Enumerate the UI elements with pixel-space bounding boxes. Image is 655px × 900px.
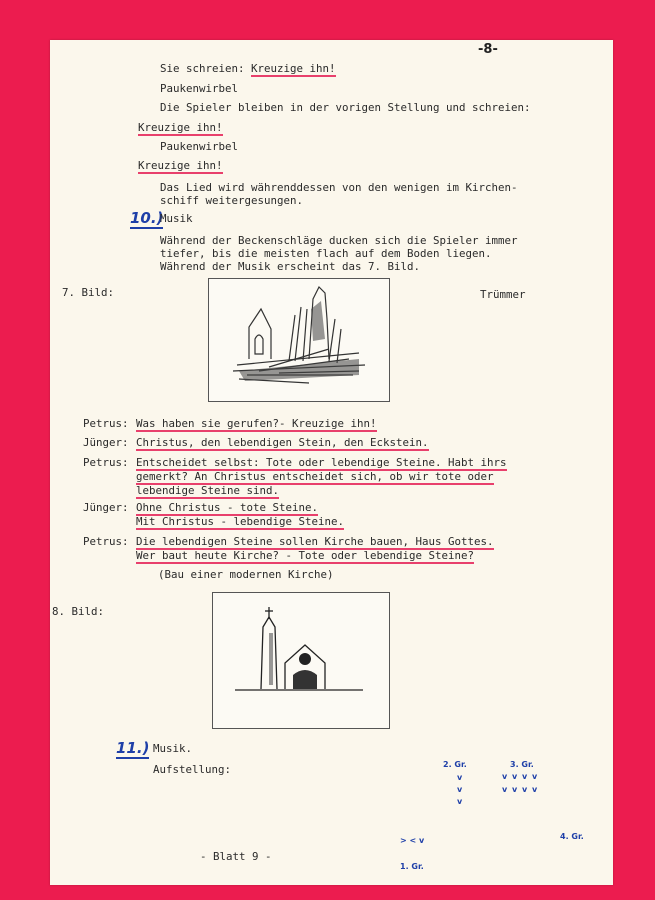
group-4-label: 4. Gr.: [560, 832, 584, 841]
line-5: Paukenwirbel: [160, 140, 239, 153]
dialogue-5-line-1: Die lebendigen Steine sollen Kirche bauen, Haus Gottes.: [136, 535, 494, 548]
annotation-11: 11.): [116, 739, 150, 757]
speaker-5: Petrus:: [83, 535, 129, 548]
speaker-2: Jünger:: [83, 436, 129, 449]
church-illustration: [213, 593, 389, 728]
underlined-phrase: Kreuzige ihn!: [251, 62, 336, 75]
stage-note: (Bau einer modernen Kirche): [158, 568, 334, 581]
bild7-caption: Trümmer: [480, 288, 526, 301]
group-3-row-2: v v v v: [502, 785, 539, 794]
dialogue-3-line-2: gemerkt? An Christus entscheidet sich, ob wir tote oder: [136, 470, 494, 483]
line-7: Das Lied wird währenddessen von den wenigen im Kirchen-: [160, 181, 518, 194]
line-6: Kreuzige ihn!: [138, 159, 223, 172]
speaker-4: Jünger:: [83, 501, 129, 514]
line-3: Die Spieler bleiben in der vorigen Stellung und schreien:: [160, 101, 531, 114]
ruins-illustration: [209, 279, 389, 401]
line-10: Während der Beckenschläge ducken sich die Spieler immer: [160, 234, 518, 247]
group-2-mark-1: v: [457, 773, 463, 782]
group-3-label: 3. Gr.: [510, 760, 534, 769]
bild7-label: 7. Bild:: [62, 286, 115, 299]
dialogue-3-line-3: lebendige Steine sind.: [136, 484, 280, 497]
ruins-picture-frame: [208, 278, 390, 402]
line-4: Kreuzige ihn!: [138, 121, 223, 134]
footer-sheet-number: - Blatt 9 -: [200, 850, 272, 863]
group-1-label: 1. Gr.: [400, 862, 424, 871]
line-2: Paukenwirbel: [160, 82, 239, 95]
line-11: tiefer, bis die meisten flach auf dem Boden liegen.: [160, 247, 492, 260]
speaker-1: Petrus:: [83, 417, 129, 430]
group-2-mark-2: v: [457, 785, 463, 794]
group-3-row-1: v v v v: [502, 772, 539, 781]
speaker-3: Petrus:: [83, 456, 129, 469]
line-8: schiff weitergesungen.: [160, 194, 304, 207]
dialogue-4-line-1: Ohne Christus - tote Steine.: [136, 501, 319, 514]
musik-label: Musik.: [153, 742, 193, 755]
annotation-10: 10.): [130, 209, 164, 227]
aufstellung-label: Aufstellung:: [153, 763, 232, 776]
group-1-marks: > < v: [400, 836, 425, 845]
group-2-label: 2. Gr.: [443, 760, 467, 769]
document-page: [50, 40, 613, 885]
group-2-mark-3: v: [457, 797, 463, 806]
dialogue-5-line-2: Wer baut heute Kirche? - Tote oder lebendige Steine?: [136, 549, 475, 562]
bild8-label: 8. Bild:: [52, 605, 105, 618]
line-9: Musik: [160, 212, 193, 225]
page-number: -8-: [478, 42, 498, 57]
church-picture-frame: [212, 592, 390, 729]
dialogue-3-line-1: Entscheidet selbst: Tote oder lebendige Steine. Habt ihrs: [136, 456, 507, 469]
line-1: Sie schreien: Kreuzige ihn!: [160, 62, 336, 75]
dialogue-1-line-1: Was haben sie gerufen?- Kreuzige ihn!: [136, 417, 377, 430]
line-12: Während der Musik erscheint das 7. Bild.: [160, 260, 421, 273]
dialogue-2-line-1: Christus, den lebendigen Stein, den Eckstein.: [136, 436, 429, 449]
dialogue-4-line-2: Mit Christus - lebendige Steine.: [136, 515, 345, 528]
